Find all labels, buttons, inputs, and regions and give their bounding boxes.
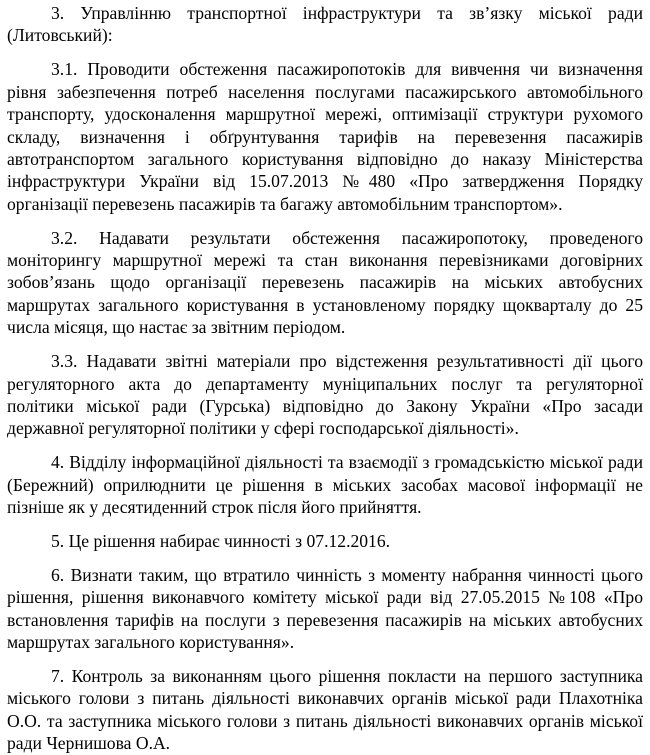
paragraph-6: 6. Визнати таким, що втратило чинність з моменту набрання чинності цього рішення, рішення виконавчого комітету міської ради від 27.05.2015 №108 «Про встановлення тарифів на послуги з перевезення пасажирів на міських автобусних маршрутах загального користування». [7, 564, 643, 653]
paragraph-3-3: 3.3. Надавати звітні матеріали про відстеження результативності дії цього регуляторного акта до департаменту муніципальних послуг та регуляторної політики міської ради (Гурська) відповідно до Закону України «Про засади державної регуляторної політики у сфері господарської діяльності». [7, 351, 643, 439]
paragraph-5: 5. Це рішення набирає чинності з 07.12.2016. [51, 531, 391, 552]
paragraph-3-2: 3.2. Надавати результати обстеження пасажиропотоку, проведеного моніторингу маршрутної мережі та стан виконання перевізниками договірних зобов’язань щодо організації перевезень пасажирів на міських автобусних маршрутах загального користування в установленому порядку щокварталу до 25 числа місяця, що настає за звітним періодом. [7, 227, 643, 338]
paragraph-7: 7. Контроль за виконанням цього рішення покласти на першого заступника міського голови з питань діяльності виконавчих органів міської ради Плахотніка О.О. та заступника міського голови з питань діяльності виконавчих органів міської ради Чернишова О.А. [7, 666, 643, 754]
paragraph-3-1: 3.1. Проводити обстеження пасажиропотоків для вивчення чи визначення рівня забезпечення потреб населення послугами пасажирського автомобільного транспорту, удосконалення маршрутної мережі, оптимізації структури рухомого складу, визначення і обґрунтування тарифів на перевезення пасажирів автотранспортом загального користування відповідно до наказу Міністерства інфраструктури України від 15.07.2013 №480 «Про затвердження Порядку організації перевезень пасажирів та багажу автомобільним транспортом». [7, 59, 643, 214]
paragraph-4: 4. Відділу інформаційної діяльності та взаємодії з громадськістю міської ради (Бережний) оприлюднити це рішення в міських засобах масової інформації не пізніше як у десятиденний строк після його прийняття. [7, 452, 643, 518]
paragraph-3: 3. Управлінню транспортної інфраструктури та зв’язку міської ради (Литовський): [7, 3, 643, 46]
